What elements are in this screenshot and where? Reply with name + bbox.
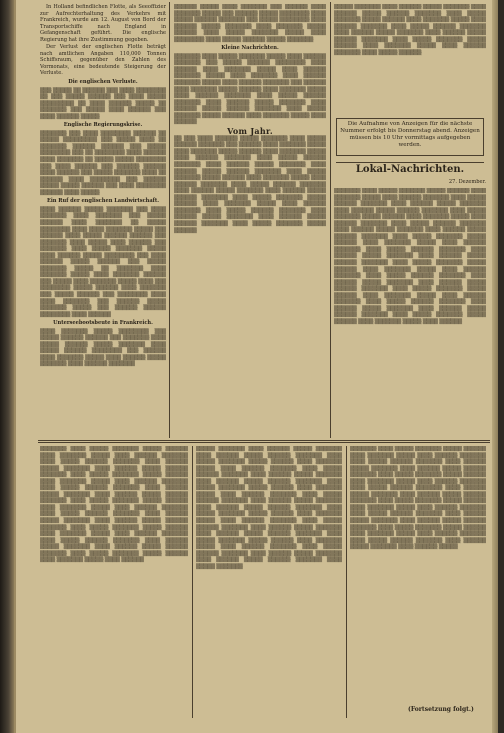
article-heading: Die englischen Verluste.	[68, 79, 138, 86]
article-heading: Kleine Nachrichten.	[221, 45, 279, 52]
article-column-middle	[174, 4, 326, 438]
date-line: 27. Dezember.	[448, 179, 486, 185]
illegible-text-block: ▒▒▒▒▒▒▒ ▒▒▒▒ ▒▒▒▒▒ ▒▒▒▒▒▒▒ ▒▒▒▒▒ ▒▒▒▒▒▒ ▒▒▒▒ ▒▒▒▒▒▒▒ ▒▒▒▒▒ ▒▒▒▒ ▒▒▒▒▒▒ ▒▒▒▒▒▒▒ ▒▒▒▒ ▒▒▒▒▒ ▒▒▒▒▒▒ ▒▒▒▒▒▒▒ ▒▒▒▒ ▒▒▒▒▒▒ ▒▒▒▒▒ ▒▒▒▒▒▒▒ ▒▒▒▒ ▒▒▒▒▒▒ ▒▒▒▒▒ ▒▒▒▒▒▒ ▒▒▒▒▒▒▒ ▒▒▒▒ ▒▒▒▒▒ ▒▒▒▒▒▒▒ ▒▒▒▒▒ ▒▒▒▒▒▒ ▒▒▒▒ ▒▒▒▒▒▒▒ ▒▒▒▒▒ ▒▒▒▒ ▒▒▒▒▒▒ ▒▒▒▒▒▒▒ ▒▒▒▒ ▒▒▒▒▒ ▒▒▒▒▒▒ ▒▒▒▒▒▒▒ ▒▒▒▒ ▒▒▒▒▒▒ ▒▒▒▒▒ ▒▒▒▒▒▒▒ ▒▒▒▒ ▒▒▒▒▒▒ ▒▒▒▒▒ ▒▒▒▒▒▒ ▒▒▒▒▒▒▒ ▒▒▒▒ ▒▒▒▒▒ ▒▒▒▒▒▒▒ ▒▒▒▒▒ ▒▒▒▒▒▒ ▒▒▒▒ ▒▒▒▒▒▒▒ ▒▒▒▒▒ ▒▒▒▒ ▒▒▒▒▒▒ ▒▒▒▒▒▒▒ ▒▒▒▒ ▒▒▒▒▒ ▒▒▒▒▒▒ ▒▒▒▒▒▒▒ ▒▒▒▒ ▒▒▒▒▒▒ ▒▒▒▒▒ ▒▒▒▒▒▒▒ ▒▒▒▒ ▒▒▒▒▒▒ ▒▒▒▒▒ ▒▒▒▒▒▒ ▒▒▒▒▒▒▒ ▒▒▒▒ ▒▒▒▒▒ ▒▒▒▒▒▒▒ ▒▒▒▒▒ ▒▒▒▒▒▒ ▒▒▒▒ ▒▒▒▒▒▒▒ ▒▒▒▒▒ ▒▒▒▒ ▒▒▒▒▒▒ ▒▒▒▒▒▒▒ ▒▒▒▒ ▒▒▒▒▒ ▒▒▒▒▒▒ ▒▒▒▒▒▒▒ ▒▒▒▒ ▒▒▒▒▒▒ ▒▒▒▒▒ ▒▒▒▒▒▒▒ ▒▒▒▒ ▒▒▒▒▒▒ ▒▒▒▒▒ ▒▒▒▒▒▒ ▒▒▒▒▒▒▒ ▒▒▒▒ ▒▒▒▒▒ ▒▒▒▒▒▒▒ ▒▒▒▒▒ ▒▒▒▒▒▒ ▒▒▒▒ ▒▒▒▒▒▒▒ ▒▒▒▒▒ ▒▒▒▒ ▒▒▒▒▒▒	[40, 446, 188, 564]
column-rule	[330, 2, 331, 438]
section-title-vom-jahr: Vom Jahr.	[227, 125, 273, 136]
feuilleton-column-1	[40, 446, 188, 718]
article-column-right-top	[334, 4, 486, 114]
feuilleton-rule	[38, 442, 490, 443]
feuilleton-rule	[38, 440, 490, 441]
feuilleton-column-2	[196, 446, 342, 718]
notice-box: Die Aufnahme von Anzeigen für die nächste Nummer erfolgt bis Donnerstag abend. Anzeigen müssen bis 10 Uhr vormittags aufgegeben werden.	[336, 118, 484, 156]
page-edge-shadow	[492, 0, 498, 733]
section-rule	[336, 162, 484, 163]
column-rule	[169, 2, 170, 438]
column-rule	[192, 446, 193, 718]
illegible-text-block: ▒▒▒▒▒▒▒ ▒▒▒▒ ▒▒▒▒▒ ▒▒▒▒▒▒▒ ▒▒▒▒▒ ▒▒▒▒▒▒ ▒▒▒▒ ▒▒▒▒▒▒▒ ▒▒▒▒▒ ▒▒▒▒ ▒▒▒▒▒▒ ▒▒▒▒▒▒▒ ▒▒▒▒ ▒▒▒▒▒ ▒▒▒▒▒▒ ▒▒▒▒▒▒▒ ▒▒▒▒ ▒▒▒▒▒▒ ▒▒▒▒▒ ▒▒▒▒▒▒▒ ▒▒▒▒ ▒▒▒▒▒▒ ▒▒▒▒▒ ▒▒▒▒▒▒ ▒▒▒▒▒▒▒ ▒▒▒▒ ▒▒▒▒▒ ▒▒▒▒▒▒▒ ▒▒▒▒▒ ▒▒▒▒▒▒ ▒▒▒▒ ▒▒▒▒▒▒▒ ▒▒▒▒▒ ▒▒▒▒ ▒▒▒▒▒▒ ▒▒▒▒▒▒▒ ▒▒▒▒ ▒▒▒▒▒ ▒▒▒▒▒▒ ▒▒▒▒▒▒▒ ▒▒▒▒ ▒▒▒▒▒▒ ▒▒▒▒▒ ▒▒▒▒▒▒▒ ▒▒▒▒ ▒▒▒▒▒▒ ▒▒▒▒▒ ▒▒▒▒▒▒ ▒▒▒▒▒▒▒ ▒▒▒▒ ▒▒▒▒▒ ▒▒▒▒▒▒▒ ▒▒▒▒▒ ▒▒▒▒▒▒ ▒▒▒▒ ▒▒▒▒▒▒▒ ▒▒▒▒▒ ▒▒▒▒ ▒▒▒▒▒▒ ▒▒▒▒▒▒▒ ▒▒▒▒ ▒▒▒▒▒ ▒▒▒▒▒▒ ▒▒▒▒▒▒▒ ▒▒▒▒ ▒▒▒▒▒▒ ▒▒▒▒▒ ▒▒▒▒▒▒▒ ▒▒▒▒ ▒▒▒▒▒▒ ▒▒▒▒▒ ▒▒▒▒▒▒ ▒▒▒▒▒▒▒ ▒▒▒▒ ▒▒▒▒▒ ▒▒▒▒▒▒▒ ▒▒▒▒▒ ▒▒▒▒▒▒ ▒▒▒▒ ▒▒▒▒▒▒▒ ▒▒▒▒▒ ▒▒▒▒ ▒▒▒▒▒▒ ▒▒▒▒▒▒▒ ▒▒▒▒ ▒▒▒▒▒ ▒▒▒▒▒▒ ▒▒▒▒▒▒▒ ▒▒▒▒ ▒▒▒▒▒▒ ▒▒▒▒▒ ▒▒▒▒▒▒▒ ▒▒▒▒ ▒▒▒▒▒▒ ▒▒▒▒▒	[350, 446, 486, 551]
article-heading: Unterseebootsbeute in Frankreich.	[53, 320, 153, 327]
column-rule	[346, 446, 347, 718]
article-paragraph: In Holland befindlichen Flotte, als Seeoffizier zur Aufrechterhaltung des Verkehrs mit Frankreich, wurde am 12. August von Bord der Transportschiffe nach England in Gefangenschaft geführt. Die englische Regierung hat ihre Zustimmung gegeben.	[40, 4, 166, 43]
illegible-text-block: ▒▒▒▒▒ ▒▒▒▒▒▒▒ ▒▒▒▒ ▒▒▒▒▒▒ ▒▒▒▒▒ ▒▒▒▒▒▒▒ ▒▒▒▒ ▒▒▒▒▒▒ ▒▒▒▒▒ ▒▒▒▒▒▒ ▒▒▒▒▒▒▒ ▒▒▒▒ ▒▒▒▒▒ ▒▒▒▒▒▒▒ ▒▒▒▒▒ ▒▒▒▒▒▒ ▒▒▒▒ ▒▒▒▒▒▒▒ ▒▒▒▒▒ ▒▒▒▒ ▒▒▒▒▒▒ ▒▒▒▒▒▒▒ ▒▒▒▒ ▒▒▒▒▒ ▒▒▒▒▒▒ ▒▒▒▒▒▒▒ ▒▒▒▒ ▒▒▒▒▒▒ ▒▒▒▒▒ ▒▒▒▒▒▒▒ ▒▒▒▒ ▒▒▒▒▒▒ ▒▒▒▒▒ ▒▒▒▒▒▒ ▒▒▒▒▒▒▒ ▒▒▒▒ ▒▒▒▒▒ ▒▒▒▒▒▒▒ ▒▒▒▒▒ ▒▒▒▒▒▒ ▒▒▒▒ ▒▒▒▒▒▒▒ ▒▒▒▒▒ ▒▒▒▒ ▒▒▒▒▒▒ ▒▒▒▒▒▒▒ ▒▒▒▒ ▒▒▒▒▒ ▒▒▒▒▒▒ ▒▒▒▒▒▒▒ ▒▒▒▒ ▒▒▒▒▒▒ ▒▒▒▒▒ ▒▒▒▒▒▒▒ ▒▒▒▒ ▒▒▒▒▒▒ ▒▒▒▒▒ ▒▒▒▒▒▒ ▒▒▒▒▒▒▒ ▒▒▒▒ ▒▒▒▒▒ ▒▒▒▒▒▒▒ ▒▒▒▒▒ ▒▒▒▒▒▒ ▒▒▒▒ ▒▒▒▒▒▒▒ ▒▒▒▒▒ ▒▒▒▒ ▒▒▒▒▒▒ ▒▒▒▒▒▒▒ ▒▒▒▒ ▒▒▒▒▒ ▒▒▒▒▒▒ ▒▒▒▒▒▒▒ ▒▒▒▒ ▒▒▒▒▒▒ ▒▒▒▒▒ ▒▒▒▒▒▒▒ ▒▒▒▒ ▒▒▒▒▒▒ ▒▒▒▒▒ ▒▒▒▒▒▒ ▒▒▒▒▒▒▒ ▒▒▒▒ ▒▒▒▒▒ ▒▒▒▒▒▒▒ ▒▒▒▒▒ ▒▒▒▒▒▒ ▒▒▒▒ ▒▒▒▒▒▒▒ ▒▒▒▒▒ ▒▒▒▒ ▒▒▒▒▒▒ ▒▒▒▒▒▒▒ ▒▒▒▒ ▒▒▒▒▒ ▒▒▒▒▒▒ ▒▒▒▒▒▒▒ ▒▒▒▒ ▒▒▒▒▒▒ ▒▒▒▒▒ ▒▒▒▒▒▒▒ ▒▒▒▒ ▒▒▒▒▒▒ ▒▒▒▒▒ ▒▒▒▒▒▒ ▒▒▒▒▒▒▒ ▒▒▒▒ ▒▒▒▒▒ ▒▒▒▒▒▒▒	[196, 446, 342, 570]
illegible-text-block: ▒▒▒▒▒▒▒ ▒▒▒▒ ▒▒▒▒▒ ▒▒▒▒▒▒▒ ▒▒▒▒▒ ▒▒▒▒ ▒▒▒▒▒▒ ▒▒▒▒▒▒▒ ▒▒▒ ▒▒▒▒▒ ▒▒▒▒▒▒ ▒▒▒▒▒▒▒▒ ▒▒▒▒ ▒▒▒▒▒▒ ▒▒▒▒ ▒▒▒▒▒▒▒ ▒▒▒▒▒ ▒▒▒▒ ▒▒▒▒▒▒ ▒▒▒▒▒▒▒ ▒▒▒▒▒ ▒▒▒▒ ▒▒▒▒▒▒▒ ▒▒▒▒ ▒▒▒▒▒▒ ▒▒▒▒▒▒▒ ▒▒▒▒▒ ▒▒▒▒ ▒▒▒▒▒▒ ▒▒▒▒▒▒▒ ▒▒▒ ▒▒▒▒▒▒ ▒▒▒▒ ▒▒▒▒▒▒▒ ▒▒▒▒▒ ▒▒▒▒▒▒ ▒▒▒▒ ▒▒▒▒▒▒▒ ▒▒▒▒▒ ▒▒▒▒ ▒▒▒▒▒▒ ▒▒▒▒▒▒▒ ▒▒▒▒ ▒▒▒▒▒ ▒▒▒▒▒▒ ▒▒▒▒▒▒▒ ▒▒▒▒ ▒▒▒▒▒▒ ▒▒▒▒▒ ▒▒▒▒▒▒▒ ▒▒▒▒ ▒▒▒▒▒▒ ▒▒▒▒▒ ▒▒▒▒▒▒ ▒▒▒▒▒▒▒ ▒▒▒▒ ▒▒▒▒▒ ▒▒▒▒▒▒▒ ▒▒▒▒▒ ▒▒▒▒▒▒ ▒▒▒▒ ▒▒▒▒▒▒▒ ▒▒▒▒▒ ▒▒▒▒ ▒▒▒▒▒▒	[174, 53, 326, 126]
article-heading: Englische Regierungskrise.	[63, 122, 143, 129]
article-column-right-bottom	[334, 188, 486, 438]
continuation-note: (Fortsetzung folgt.)	[408, 706, 474, 713]
illegible-text-block: ▒▒▒▒ ▒▒▒▒▒▒▒ ▒▒▒▒▒ ▒▒▒▒▒▒▒▒ ▒▒▒ ▒▒▒▒▒ ▒▒▒▒▒▒ ▒▒▒▒▒▒ ▒▒▒ ▒▒▒▒▒▒▒ ▒▒▒▒ ▒▒▒▒▒ ▒▒▒▒▒▒ ▒▒▒▒▒ ▒▒▒▒▒▒▒ ▒▒▒▒ ▒▒▒▒▒ ▒▒▒▒▒▒ ▒▒▒▒▒▒▒▒ ▒▒▒ ▒▒▒▒▒▒ ▒▒▒▒ ▒▒▒▒▒▒▒ ▒▒▒▒▒ ▒▒▒▒ ▒▒▒▒▒▒ ▒▒▒▒▒ ▒▒▒▒▒▒▒ ▒▒▒▒ ▒▒▒▒▒▒ ▒▒▒▒▒▒▒	[40, 328, 166, 368]
article-column-left	[40, 4, 166, 438]
feuilleton-column-3	[350, 446, 486, 702]
illegible-text-block: ▒▒▒ ▒▒▒▒▒ ▒▒ ▒▒▒▒▒▒ ▒▒▒ ▒▒▒▒ ▒▒▒▒▒▒▒▒ ▒▒ ▒▒▒ ▒▒▒▒▒ ▒▒▒▒▒▒ ▒▒▒ ▒▒▒▒ ▒▒▒▒▒ ▒▒▒▒▒▒▒▒▒ ▒▒ ▒▒▒▒ ▒▒▒▒▒▒ ▒▒▒▒▒ ▒▒ ▒▒▒▒▒▒▒ ▒▒▒ ▒▒▒▒▒ ▒▒▒▒ ▒▒▒▒▒▒ ▒▒▒ ▒▒▒▒ ▒▒▒▒▒▒ ▒▒▒▒▒	[40, 87, 166, 120]
article-paragraph: Der Verlust der englischen Flotte beträgt nach amtlichen Angaben 110,000 Tonnen Schiffsraum, gegenüber den Zahlen des Vormonats, eine bedeutende Steigerung der Verluste.	[40, 44, 166, 77]
illegible-text-block: ▒▒▒▒▒▒ ▒▒▒▒▒ ▒▒▒▒ ▒▒▒▒▒▒▒ ▒▒▒ ▒▒▒▒▒▒ ▒▒▒▒ ▒▒▒▒▒▒▒ ▒▒▒▒▒ ▒▒▒ ▒▒▒▒▒▒ ▒▒▒▒▒ ▒▒▒▒▒▒▒▒ ▒▒▒▒ ▒▒▒▒▒ ▒▒▒▒▒▒ ▒▒▒▒▒▒▒ ▒▒▒ ▒▒▒▒▒ ▒▒▒▒▒▒▒▒ ▒▒▒▒ ▒▒▒▒▒▒ ▒▒▒▒▒ ▒▒▒▒▒▒▒ ▒▒▒▒ ▒▒▒▒▒▒▒ ▒▒▒▒▒ ▒▒▒▒▒▒ ▒▒▒▒ ▒▒▒▒▒ ▒▒▒▒▒▒▒ ▒▒▒▒▒ ▒▒▒▒ ▒▒▒▒▒▒▒▒ ▒▒▒▒ ▒▒▒▒▒ ▒▒▒▒▒▒ ▒▒▒▒▒ ▒▒▒▒▒▒▒	[174, 4, 326, 43]
lokal-nachrichten-title: Lokal-Nachrichten.	[355, 164, 465, 175]
article-heading: Ein Ruf der englischen Landwirtschaft.	[46, 198, 159, 205]
illegible-text-block: ▒▒▒▒▒ ▒▒▒▒▒▒▒ ▒▒▒▒ ▒▒▒▒▒▒ ▒▒▒▒▒ ▒▒▒▒▒▒▒ ▒▒▒▒ ▒▒▒▒▒▒ ▒▒▒▒▒ ▒▒▒▒▒▒ ▒▒▒▒▒▒▒ ▒▒▒▒ ▒▒▒▒▒ ▒▒▒▒▒▒▒ ▒▒▒▒▒ ▒▒▒▒▒▒ ▒▒▒▒ ▒▒▒▒▒▒▒ ▒▒▒▒▒ ▒▒▒▒ ▒▒▒▒▒▒ ▒▒▒▒▒▒▒ ▒▒▒▒ ▒▒▒▒▒ ▒▒▒▒▒▒ ▒▒▒▒▒▒▒ ▒▒▒▒ ▒▒▒▒▒▒ ▒▒▒▒▒ ▒▒▒▒▒▒▒ ▒▒▒▒ ▒▒▒▒▒▒ ▒▒▒▒▒ ▒▒▒▒▒▒ ▒▒▒▒▒▒▒ ▒▒▒▒ ▒▒▒▒▒ ▒▒▒▒▒▒▒ ▒▒▒▒▒ ▒▒▒▒▒▒ ▒▒▒▒ ▒▒▒▒▒▒▒ ▒▒▒▒▒ ▒▒▒▒ ▒▒▒▒▒▒ ▒▒▒▒▒▒▒ ▒▒▒▒ ▒▒▒▒▒ ▒▒▒▒▒▒	[334, 4, 486, 56]
illegible-text-block: ▒▒▒▒ ▒▒▒▒▒▒ ▒▒▒▒▒ ▒▒▒▒▒▒▒ ▒▒▒ ▒▒▒▒ ▒▒▒▒▒▒▒ ▒▒▒▒ ▒▒▒▒▒▒▒ ▒▒▒ ▒▒▒▒▒ ▒▒▒▒▒▒ ▒▒▒▒ ▒▒▒▒▒▒▒ ▒▒ ▒▒▒▒▒ ▒▒▒▒▒▒▒▒ ▒▒▒▒ ▒▒▒▒ ▒▒▒▒▒▒▒ ▒▒▒▒▒ ▒▒▒ ▒▒▒▒▒▒ ▒▒▒▒ ▒▒▒▒▒ ▒▒▒▒▒▒ ▒▒▒▒▒▒ ▒▒▒ ▒▒▒▒▒▒▒ ▒▒▒▒ ▒▒▒▒▒ ▒▒▒▒ ▒▒▒▒▒▒ ▒▒▒ ▒▒▒▒▒▒▒ ▒▒▒▒ ▒▒▒▒▒ ▒▒▒▒▒▒▒ ▒▒▒▒▒ ▒▒▒▒ ▒▒▒▒▒▒ ▒▒▒▒▒ ▒▒▒▒▒▒▒▒ ▒▒▒ ▒▒▒▒ ▒▒▒▒▒▒ ▒▒▒▒▒ ▒▒▒▒▒▒ ▒▒▒ ▒▒▒▒▒ ▒▒▒▒▒▒▒ ▒▒▒▒▒ ▒▒ ▒▒▒▒▒▒▒ ▒▒▒▒ ▒▒▒▒▒▒▒ ▒▒▒▒▒ ▒▒▒▒ ▒▒▒▒▒▒▒ ▒▒▒▒▒▒ ▒▒▒ ▒▒▒▒▒ ▒▒▒▒ ▒▒▒▒▒▒▒ ▒▒▒▒▒ ▒▒▒▒ ▒▒▒ ▒▒▒▒▒▒▒▒ ▒▒▒▒▒ ▒▒▒▒▒▒ ▒▒▒▒ ▒▒▒▒▒▒▒ ▒▒▒ ▒▒▒▒▒ ▒▒▒▒▒▒ ▒▒▒ ▒▒▒▒▒▒▒▒ ▒▒▒▒ ▒▒▒▒ ▒▒▒▒▒▒▒ ▒▒▒ ▒▒▒▒▒▒ ▒▒▒▒▒ ▒▒▒▒▒▒▒ ▒▒▒▒▒ ▒▒▒ ▒▒▒▒▒▒ ▒▒▒▒▒▒ ▒▒▒▒▒▒▒▒ ▒▒▒▒ ▒▒▒▒▒▒	[40, 206, 166, 318]
illegible-text-block: ▒▒▒▒▒▒▒ ▒▒▒ ▒▒▒▒ ▒▒▒▒▒▒▒▒ ▒▒▒▒▒▒ ▒▒ ▒▒▒▒▒ ▒▒▒▒▒▒▒▒▒ ▒▒▒ ▒▒▒▒▒ ▒▒▒▒ ▒▒ ▒▒▒▒▒▒▒ ▒▒▒▒▒▒ ▒▒▒▒▒▒ ▒▒▒ ▒▒▒▒▒ ▒▒▒▒▒▒▒▒ ▒▒▒ ▒▒ ▒▒▒▒▒▒▒▒ ▒▒▒▒ ▒▒▒▒▒▒ ▒▒▒▒ ▒▒▒▒▒▒▒ ▒▒ ▒▒▒▒▒ ▒▒▒▒▒ ▒▒▒▒▒▒▒▒ ▒▒▒ ▒▒▒▒ ▒▒▒▒▒▒ ▒▒▒ ▒▒▒▒▒▒ ▒▒▒▒▒▒ ▒▒▒▒ ▒▒▒▒▒▒ ▒▒▒ ▒▒▒▒▒ ▒▒▒▒▒▒▒ ▒▒▒▒ ▒▒ ▒▒▒▒▒▒ ▒▒▒▒ ▒▒▒▒▒▒▒▒ ▒▒▒ ▒▒▒▒▒▒ ▒▒▒▒▒ ▒▒▒▒▒ ▒▒▒▒▒▒ ▒▒▒ ▒▒▒▒ ▒▒▒▒▒▒▒▒ ▒▒▒▒▒▒ ▒▒▒▒ ▒▒▒▒▒	[40, 130, 166, 196]
illegible-text-block: ▒▒ ▒▒▒ ▒▒▒▒ ▒▒▒▒▒▒ ▒▒▒▒▒ ▒▒▒▒▒▒▒ ▒▒▒▒ ▒▒▒▒▒ ▒▒▒▒▒▒ ▒▒▒▒▒▒▒ ▒▒▒ ▒▒▒▒▒▒ ▒▒▒▒ ▒▒▒▒▒▒▒ ▒▒▒▒▒ ▒▒▒▒ ▒▒▒▒▒▒▒ ▒▒▒▒▒ ▒▒▒▒▒▒ ▒▒▒▒ ▒▒▒▒▒▒▒ ▒▒▒▒▒ ▒▒▒▒ ▒▒▒▒▒▒ ▒▒▒▒▒▒▒ ▒▒▒▒ ▒▒▒▒▒ ▒▒▒▒▒▒ ▒▒▒▒▒▒▒ ▒▒▒▒ ▒▒▒▒▒▒ ▒▒▒▒▒ ▒▒▒▒▒▒▒ ▒▒▒▒ ▒▒▒▒▒▒ ▒▒▒▒▒ ▒▒▒▒▒▒ ▒▒▒▒▒▒▒ ▒▒▒▒ ▒▒▒▒▒ ▒▒▒▒▒▒▒ ▒▒▒▒▒ ▒▒▒▒▒▒ ▒▒▒▒ ▒▒▒▒▒▒▒ ▒▒▒▒▒ ▒▒▒▒ ▒▒▒▒▒▒ ▒▒▒▒▒▒▒ ▒▒▒▒ ▒▒▒▒▒ ▒▒▒▒▒▒ ▒▒▒▒▒▒▒ ▒▒▒▒ ▒▒▒▒▒▒ ▒▒▒▒▒ ▒▒▒▒▒▒▒ ▒▒▒▒ ▒▒▒▒▒▒ ▒▒▒▒▒ ▒▒▒▒▒▒ ▒▒▒▒▒▒▒ ▒▒▒▒ ▒▒▒▒▒ ▒▒▒▒▒▒▒ ▒▒▒▒▒ ▒▒▒▒▒▒ ▒▒▒▒ ▒▒▒▒▒▒▒ ▒▒▒▒▒ ▒▒▒▒ ▒▒▒▒▒▒ ▒▒▒▒▒▒▒ ▒▒▒▒ ▒▒▒▒▒ ▒▒▒▒▒▒ ▒▒▒▒▒▒▒ ▒▒▒▒ ▒▒▒▒▒▒ ▒▒▒▒▒ ▒▒▒▒▒▒▒ ▒▒▒▒ ▒▒▒▒▒▒ ▒▒▒▒▒ ▒▒▒▒▒▒ ▒▒▒▒▒▒▒ ▒▒▒▒ ▒▒▒▒▒ ▒▒▒▒▒▒▒ ▒▒▒▒▒ ▒▒▒▒▒▒	[174, 135, 326, 234]
newspaper-page	[14, 0, 498, 733]
book-binding	[0, 0, 14, 733]
illegible-text-block: ▒▒▒▒▒▒▒ ▒▒▒▒ ▒▒▒▒▒ ▒▒▒▒▒▒▒ ▒▒▒▒▒ ▒▒▒▒▒▒ ▒▒▒▒ ▒▒▒▒▒▒▒ ▒▒▒▒▒ ▒▒▒▒ ▒▒▒▒▒▒ ▒▒▒▒▒▒▒ ▒▒▒▒ ▒▒▒▒▒ ▒▒▒▒▒▒ ▒▒▒▒▒▒▒ ▒▒▒▒ ▒▒▒▒▒▒ ▒▒▒▒▒ ▒▒▒▒▒▒▒ ▒▒▒▒ ▒▒▒▒▒▒ ▒▒▒▒▒ ▒▒▒▒▒▒ ▒▒▒▒▒▒▒ ▒▒▒▒ ▒▒▒▒▒ ▒▒▒▒▒▒▒ ▒▒▒▒▒ ▒▒▒▒▒▒ ▒▒▒▒ ▒▒▒▒▒▒▒ ▒▒▒▒▒ ▒▒▒▒ ▒▒▒▒▒▒ ▒▒▒▒▒▒▒ ▒▒▒▒ ▒▒▒▒▒ ▒▒▒▒▒▒ ▒▒▒▒▒▒▒ ▒▒▒▒ ▒▒▒▒▒▒ ▒▒▒▒▒ ▒▒▒▒▒▒▒ ▒▒▒▒ ▒▒▒▒▒▒ ▒▒▒▒▒ ▒▒▒▒▒▒ ▒▒▒▒▒▒▒ ▒▒▒▒ ▒▒▒▒▒ ▒▒▒▒▒▒▒ ▒▒▒▒▒ ▒▒▒▒▒▒ ▒▒▒▒ ▒▒▒▒▒▒▒ ▒▒▒▒▒ ▒▒▒▒ ▒▒▒▒▒▒ ▒▒▒▒▒▒▒ ▒▒▒▒ ▒▒▒▒▒ ▒▒▒▒▒▒ ▒▒▒▒▒▒▒ ▒▒▒▒ ▒▒▒▒▒▒ ▒▒▒▒▒ ▒▒▒▒▒▒▒ ▒▒▒▒ ▒▒▒▒▒▒ ▒▒▒▒▒ ▒▒▒▒▒▒ ▒▒▒▒▒▒▒ ▒▒▒▒ ▒▒▒▒▒ ▒▒▒▒▒▒▒ ▒▒▒▒▒ ▒▒▒▒▒▒ ▒▒▒▒ ▒▒▒▒▒▒▒ ▒▒▒▒▒ ▒▒▒▒ ▒▒▒▒▒▒ ▒▒▒▒▒▒▒ ▒▒▒▒ ▒▒▒▒▒ ▒▒▒▒▒▒ ▒▒▒▒▒▒▒ ▒▒▒▒ ▒▒▒▒▒▒ ▒▒▒▒▒ ▒▒▒▒▒▒▒ ▒▒▒▒ ▒▒▒▒▒▒ ▒▒▒▒▒ ▒▒▒▒▒▒ ▒▒▒▒▒▒▒ ▒▒▒▒ ▒▒▒▒▒ ▒▒▒▒▒▒▒ ▒▒▒▒▒ ▒▒▒▒▒▒ ▒▒▒▒ ▒▒▒▒▒▒▒ ▒▒▒▒▒ ▒▒▒▒ ▒▒▒▒▒▒ ▒▒▒▒▒▒▒ ▒▒▒▒ ▒▒▒▒▒ ▒▒▒▒▒▒ ▒▒▒▒▒▒▒ ▒▒▒▒ ▒▒▒▒▒▒ ▒▒▒▒▒ ▒▒▒▒▒▒▒ ▒▒▒▒ ▒▒▒▒▒▒ ▒▒▒▒▒ ▒▒▒▒▒▒ ▒▒▒▒▒▒▒ ▒▒▒▒ ▒▒▒▒▒ ▒▒▒▒▒▒▒ ▒▒▒▒▒ ▒▒▒▒▒▒ ▒▒▒▒ ▒▒▒▒▒▒▒ ▒▒▒▒▒ ▒▒▒▒ ▒▒▒▒▒▒	[334, 188, 486, 325]
